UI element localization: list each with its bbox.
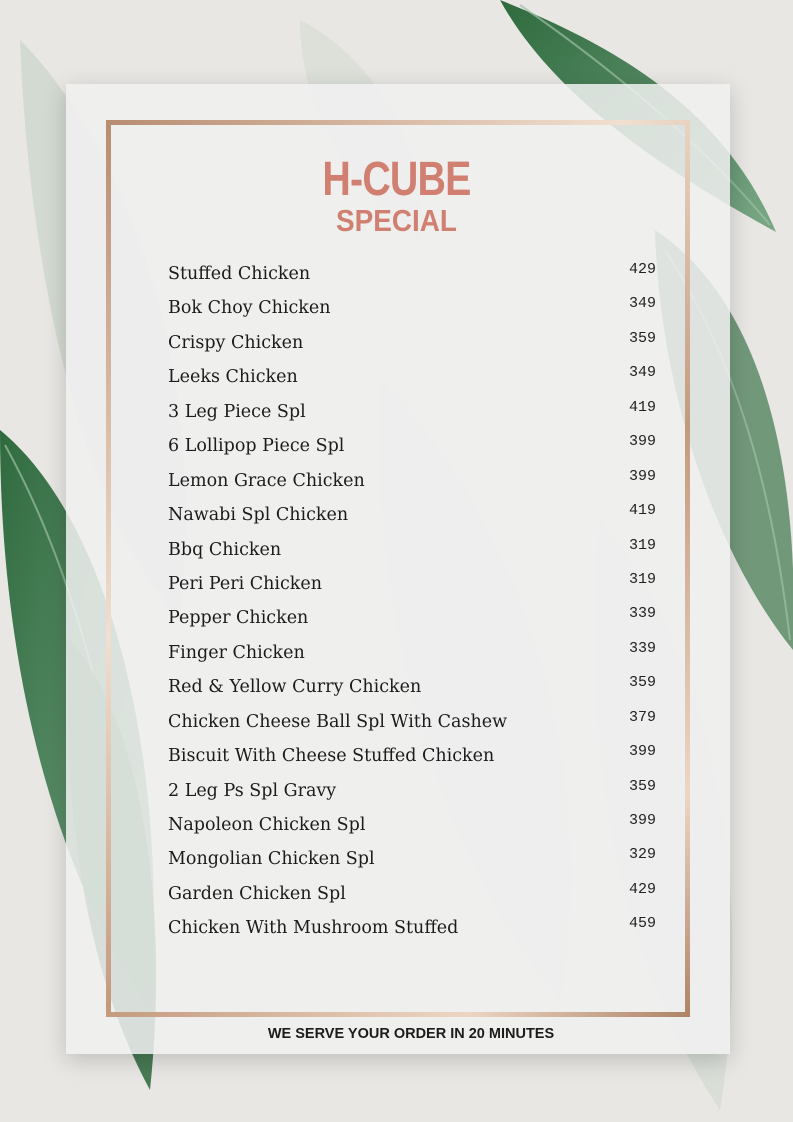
item-name: Chicken With Mushroom Stuffed (168, 918, 459, 939)
item-price: 359 (628, 329, 656, 347)
item-name: Finger Chicken (168, 642, 305, 663)
item-name: 2 Leg Ps Spl Gravy (168, 780, 337, 801)
item-price: 379 (628, 708, 656, 726)
item-name: Leeks Chicken (168, 367, 298, 388)
menu-title: H-CUBE (322, 153, 471, 206)
menu-subtitle: SPECIAL (336, 203, 457, 238)
menu-item (168, 260, 658, 294)
menu-item (168, 845, 658, 879)
item-price: 319 (628, 570, 656, 588)
menu-item (168, 639, 658, 673)
menu-item (168, 914, 658, 948)
item-name: Bbq Chicken (168, 539, 282, 560)
menu-item (168, 880, 658, 914)
item-price: 349 (628, 364, 656, 382)
item-price: 429 (628, 261, 656, 278)
item-price: 349 (628, 295, 656, 313)
menu-item (168, 398, 658, 432)
menu-item (168, 501, 658, 535)
item-price: 399 (628, 743, 656, 761)
menu-item (168, 742, 658, 776)
menu-item (168, 329, 658, 363)
item-name: Biscuit With Cheese Stuffed Chicken (168, 746, 495, 767)
item-name: Pepper Chicken (168, 608, 309, 629)
item-price: 339 (628, 639, 656, 657)
menu-item (168, 363, 658, 397)
footer-note: WE SERVE YOUR ORDER IN 20 MINUTES (267, 1026, 555, 1042)
item-price: 359 (628, 777, 656, 795)
menu-item (168, 604, 658, 638)
menu-item (168, 777, 658, 811)
item-price: 399 (628, 433, 656, 451)
item-name: Mongolian Chicken Spl (168, 849, 375, 870)
menu-item (168, 536, 658, 570)
item-price: 399 (628, 467, 656, 485)
menu-item (168, 467, 658, 501)
item-price: 419 (628, 398, 656, 416)
item-price: 359 (628, 674, 656, 692)
menu-list (168, 260, 658, 949)
item-price: 459 (628, 915, 656, 933)
menu-item (168, 708, 658, 742)
item-name: Bok Choy Chicken (168, 298, 331, 319)
item-name: Napoleon Chicken Spl (168, 815, 366, 835)
item-price: 319 (628, 536, 656, 554)
item-price: 329 (628, 846, 656, 864)
item-price: 419 (628, 502, 656, 520)
item-name: Peri Peri Chicken (168, 573, 323, 594)
menu-item (168, 570, 658, 604)
item-name: Crispy Chicken (168, 332, 304, 353)
item-name: Chicken Cheese Ball Spl With Cashew (168, 711, 508, 732)
item-name: Nawabi Spl Chicken (168, 505, 349, 526)
menu-item (168, 294, 658, 328)
item-name: Garden Chicken Spl (168, 883, 346, 904)
menu-item (168, 811, 658, 845)
item-name: Lemon Grace Chicken (168, 470, 365, 491)
item-name: 6 Lollipop Piece Spl (168, 436, 345, 457)
item-name: 3 Leg Piece Spl (168, 401, 306, 422)
item-name: Red & Yellow Curry Chicken (168, 677, 422, 698)
item-name: Stuffed Chicken (168, 264, 311, 284)
item-price: 399 (628, 812, 656, 829)
item-price: 339 (628, 605, 656, 623)
menu-item (168, 673, 658, 707)
menu-item (168, 432, 658, 466)
item-price: 429 (628, 880, 656, 898)
